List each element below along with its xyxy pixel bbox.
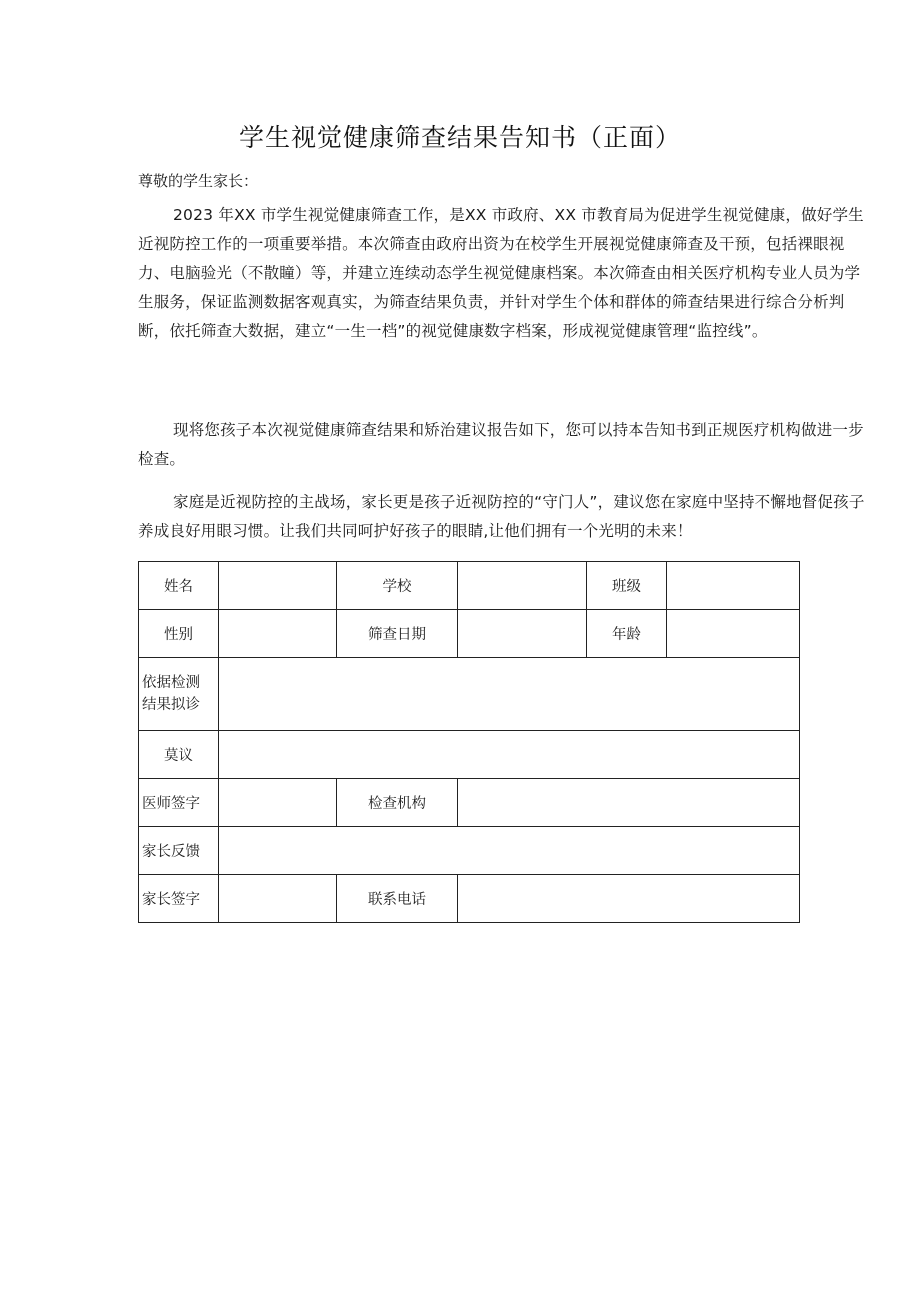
phone-field[interactable] bbox=[458, 875, 800, 923]
salutation: 尊敬的学生家长： bbox=[138, 172, 259, 190]
age-field[interactable] bbox=[667, 610, 800, 658]
advice-field[interactable] bbox=[219, 731, 800, 779]
doctor-signature-label: 医师签字 bbox=[139, 779, 219, 827]
parent-feedback-label: 家长反馈 bbox=[139, 827, 219, 875]
class-label: 班级 bbox=[587, 562, 667, 610]
gender-label: 性别 bbox=[139, 610, 219, 658]
form-row-basic-2 bbox=[139, 610, 800, 658]
institution-field[interactable] bbox=[458, 779, 800, 827]
parent-feedback-field[interactable] bbox=[219, 827, 800, 875]
report-paragraph: 现将您孩子本次视觉健康筛查结果和矫治建议报告如下，您可以持本告知书到正规医疗机构做进一步检查。 bbox=[138, 421, 864, 468]
form-row-feedback bbox=[139, 827, 800, 875]
age-label: 年龄 bbox=[587, 610, 667, 658]
parent-signature-label: 家长签字 bbox=[139, 875, 219, 923]
name-label: 姓名 bbox=[139, 562, 219, 610]
family-paragraph: 家庭是近视防控的主战场，家长更是孩子近视防控的“守门人”，建议您在家庭中坚持不懈地督促孩子养成良好用眼习惯。让我们共同呵护好孩子的眼睛,让他们拥有一个光明的未来！ bbox=[138, 493, 865, 540]
doctor-signature-field[interactable] bbox=[219, 779, 337, 827]
form-row-advice bbox=[139, 731, 800, 779]
form-row-parent bbox=[139, 875, 800, 923]
intro-paragraph: 2023 年XX 市学生视觉健康筛查工作，是XX 市政府、XX 市教育局为促进学生视觉健康，做好学生近视防控工作的一项重要举措。本次筛查由政府出资为在校学生开展视觉健康筛查及干预，包括裸眼视力、电脑验光（不散瞳）等，并建立连续动态学生视觉健康档案。本次筛查由相关医疗机构专业人员为学生服务，保证监测数据客观真实，为筛查结果负责，并针对学生个体和群体的筛查结果进行综合分析判断，依托筛查大数据，建立“一生一档”的视觉健康数字档案，形成视觉健康管理“监控线”。 bbox=[138, 206, 864, 340]
school-field[interactable] bbox=[458, 562, 587, 610]
diagnosis-field[interactable] bbox=[219, 658, 800, 731]
parent-signature-field[interactable] bbox=[219, 875, 337, 923]
school-label: 学校 bbox=[337, 562, 458, 610]
phone-label: 联系电话 bbox=[337, 875, 458, 923]
advice-label: 莫议 bbox=[139, 731, 219, 779]
screening-date-label: 筛查日期 bbox=[337, 610, 458, 658]
screening-date-field[interactable] bbox=[458, 610, 587, 658]
gender-field[interactable] bbox=[219, 610, 337, 658]
screening-result-form bbox=[138, 561, 800, 923]
name-field[interactable] bbox=[219, 562, 337, 610]
form-row-basic-1 bbox=[139, 562, 800, 610]
diagnosis-label: 依据检测结果拟诊 bbox=[139, 658, 219, 731]
page-title: 学生视觉健康筛查结果告知书（正面） bbox=[238, 123, 681, 152]
form-row-diagnosis bbox=[139, 658, 800, 731]
institution-label: 检查机构 bbox=[337, 779, 458, 827]
class-field[interactable] bbox=[667, 562, 800, 610]
form-row-doctor bbox=[139, 779, 800, 827]
